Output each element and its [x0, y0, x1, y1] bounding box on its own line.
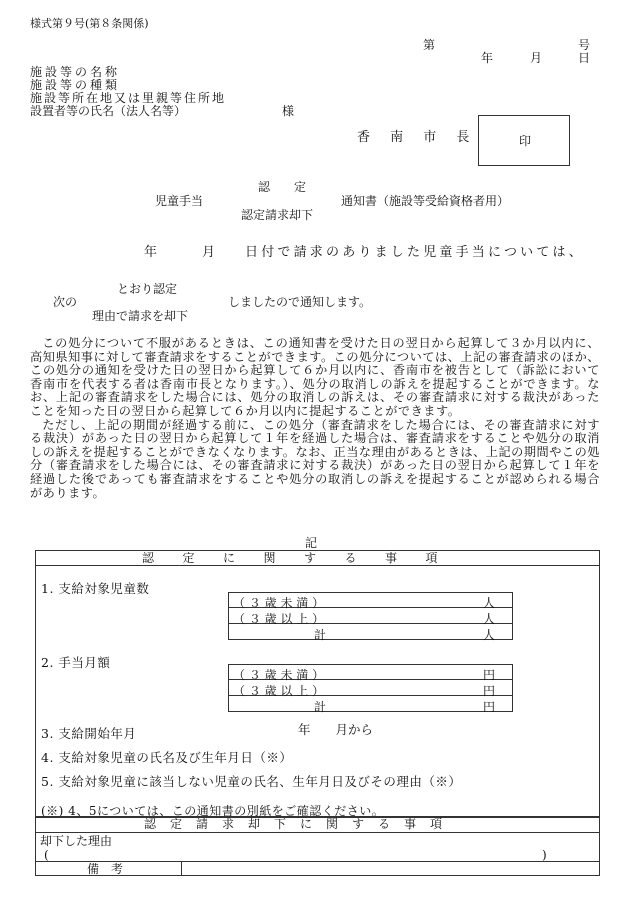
form-number: 様式第９号(第８条関係): [30, 17, 149, 30]
date-month: 月: [530, 51, 543, 65]
seal-label: 印: [519, 134, 532, 148]
amount-over3-label: （ ３ 歳 以 上 ）: [233, 684, 325, 698]
founder-name-label: 設置者等の氏名（法人名等）: [30, 104, 187, 118]
child-over3-unit: 人: [483, 612, 496, 626]
child-under3-unit: 人: [483, 596, 496, 610]
child-over3-label: （ ３ 歳 以 上 ）: [233, 612, 325, 626]
amount-total-unit: 円: [483, 700, 496, 714]
decision-prefix: 次の: [53, 295, 78, 309]
honorific: 様: [282, 104, 295, 118]
facility-address-label: 施設等所在地又は里親等住所地: [30, 91, 227, 105]
title-left: 児童手当: [155, 194, 204, 208]
kyakka-header-divider: [35, 832, 600, 833]
note: (※) 4、5については、この通知書の別紙をご確認ください。: [41, 804, 385, 818]
title-nintei: 認 定: [258, 180, 307, 194]
intro-year: 年: [144, 245, 158, 260]
number-prefix: 第: [423, 38, 436, 52]
appeal-notice: [30, 337, 600, 500]
appeal-paragraph-2: ただし、上記の期間が経過する前に、この処分（審査請求をした場合には、その審査請求に対する裁決）があった日の翌日から起算して１年を経過した場合は、審査請求をすることや処分の取消しの訴えを提起することができなくなります。なお、正当な理由があるときは、上記の期間やこの処分（審査請求をした場合には、その審査請求に対する裁決）があった日の翌日から起算して１年を経過した後であっても審査請求をすることや処分の取消しの訴えを提起することが認められる場合があります。: [30, 417, 600, 500]
nintei-header-divider: [35, 565, 600, 566]
item-nonqualifying: 5. 支給対象児童に該当しない児童の氏名、生年月日及びその理由（※）: [41, 774, 462, 789]
date-year: 年: [481, 51, 494, 65]
ki-label: 記: [305, 536, 318, 550]
item-start-month: 3. 支給開始年月: [41, 726, 137, 741]
item-child-count: 1. 支給対象児童数: [41, 581, 150, 596]
title-right: 通知書（施設等受給資格者用）: [341, 194, 510, 208]
nintei-header: 認 定 に 関 す る 事 項: [142, 551, 440, 565]
appeal-paragraph-1: この処分について不服があるときは、この通知書を受けた日の翌日から起算して３か月以内に、高知県知事に対して審査請求をすることができます。この処分については、上記の審査請求のほか、この処分の通知を受けた日の翌日から起算して６か月以内に、香南市を被告として（訴訟において香南市を代表する者は香南市長となります。）、処分の取消しの訴えを提起することができます。なお、上記の審査請求をした場合には、処分の取消しの訴えは、その審査請求に対する裁決があったことを知った日の翌日から起算して６か月以内に提起することができます。: [30, 336, 600, 418]
decision-reject: 理由で請求を却下: [92, 309, 189, 323]
number-suffix: 号: [578, 38, 591, 52]
kyakka-header: 認 定 請 求 却 下 に 関 す る 事 項: [144, 817, 444, 831]
child-total-unit: 人: [483, 628, 496, 642]
title-kyakka: 認定請求却下: [241, 208, 314, 222]
issuer: 香 南 市 長: [357, 130, 478, 145]
child-total-label: 計: [314, 628, 327, 642]
date-day: 日: [578, 51, 591, 65]
decision-approve: とおり認定: [117, 282, 178, 296]
reason-label: 却下した理由: [40, 834, 113, 848]
amount-total-label: 計: [314, 700, 327, 714]
reason-open-paren: (: [44, 848, 49, 862]
reason-close-paren: ): [542, 848, 547, 862]
item-child-names: 4. 支給対象児童の氏名及び生年月日（※）: [41, 750, 293, 765]
item-monthly-amount: 2. 手当月額: [41, 655, 111, 670]
start-month-value: 年 月から: [298, 722, 374, 737]
amount-under3-label: （ ３ 歳 未 満 ）: [233, 668, 325, 682]
amount-under3-unit: 円: [483, 668, 496, 682]
seal-box: [478, 115, 570, 166]
intro-text: 日付で請求のありました児童手当については、: [245, 245, 585, 260]
remarks-column-divider: [181, 861, 182, 876]
facility-name-label: 施設等の名称: [30, 65, 121, 79]
decision-suffix: しましたので通知します。: [228, 295, 372, 309]
amount-over3-unit: 円: [483, 684, 496, 698]
intro-month: 月: [202, 245, 216, 260]
remarks-label: 備 考: [87, 862, 124, 876]
child-under3-label: （ ３ 歳 未 満 ）: [233, 596, 325, 610]
facility-type-label: 施設等の種類: [30, 78, 121, 92]
